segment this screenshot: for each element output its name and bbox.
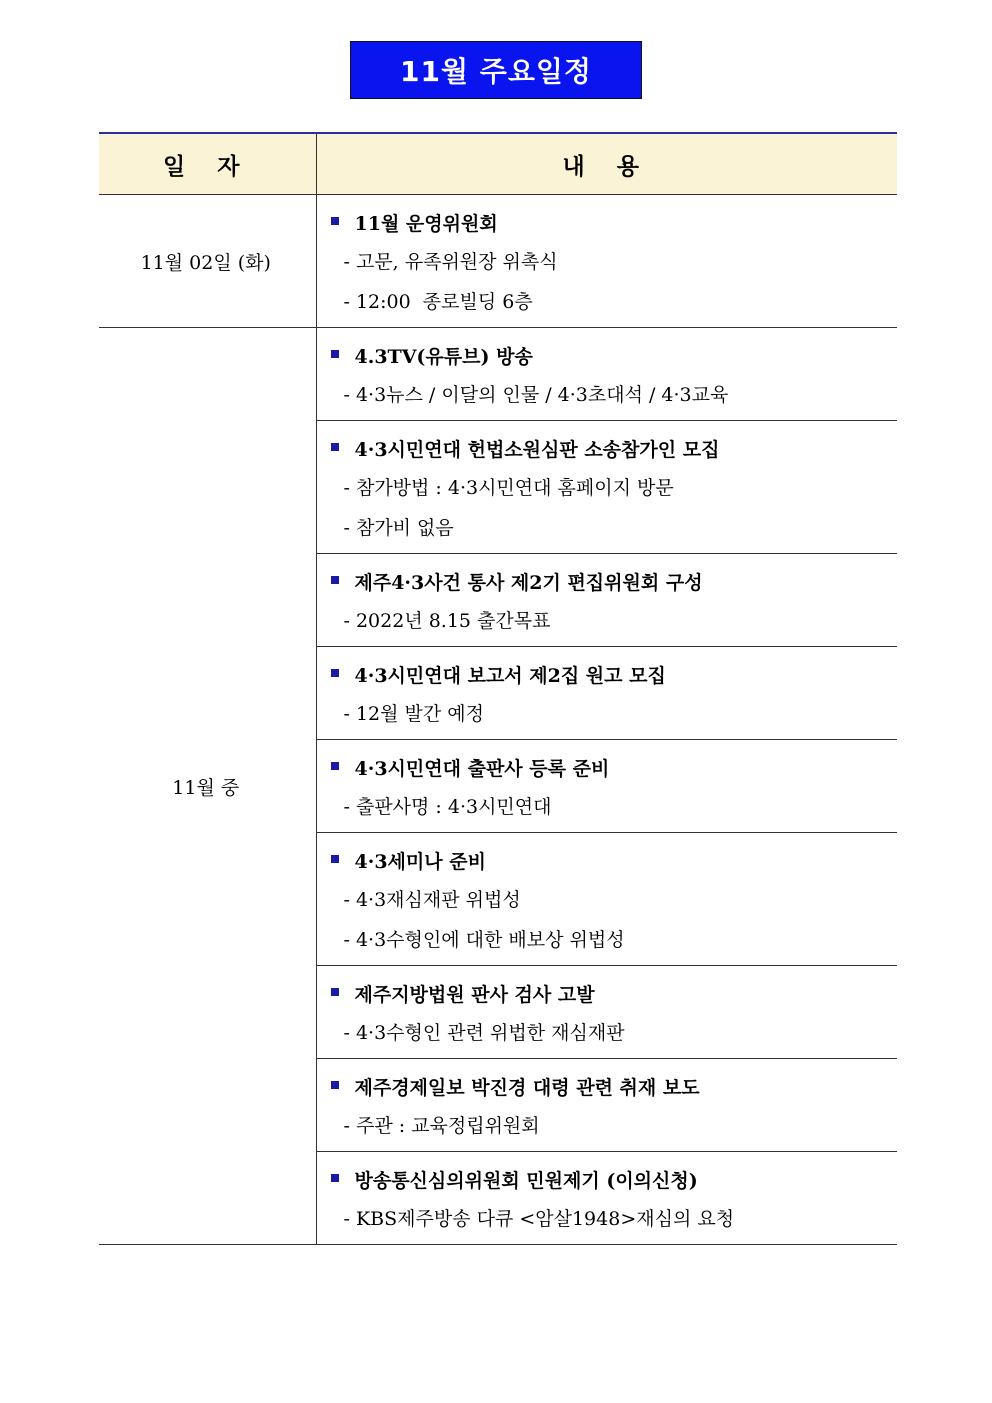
item-detail: - 출판사명 : 4·3시민연대 xyxy=(343,796,552,818)
item-detail: - KBS제주방송 다큐 <암살1948>재심의 요청 xyxy=(343,1208,735,1230)
square-bullet-icon xyxy=(331,576,339,584)
content-cell xyxy=(316,1152,897,1245)
item-title xyxy=(331,1073,898,1100)
item-title xyxy=(331,1166,898,1193)
item-title xyxy=(331,754,898,781)
item-title xyxy=(331,980,898,1007)
square-bullet-icon xyxy=(331,988,339,996)
item-title xyxy=(331,435,898,462)
item-detail: - 참가방법 : 4·3시민연대 홈페이지 방문 xyxy=(343,477,674,499)
table-row xyxy=(99,328,897,421)
content-cell xyxy=(316,195,897,328)
item-detail: - 2022년 8.15 출간목표 xyxy=(343,610,551,632)
item-title xyxy=(331,661,898,688)
square-bullet-icon xyxy=(331,350,339,358)
content-cell xyxy=(316,740,897,833)
item-title-text: 4·3시민연대 출판사 등록 준비 xyxy=(354,758,610,780)
content-cell xyxy=(316,554,897,647)
date-cell: 11월 중 xyxy=(99,328,316,1245)
item-detail: - 4·3수형인 관련 위법한 재심재판 xyxy=(343,1022,625,1044)
item-detail: - 4·3재심재판 위법성 xyxy=(343,889,521,911)
schedule-table xyxy=(99,132,897,1245)
item-title xyxy=(331,568,898,595)
page-title-box xyxy=(350,41,642,99)
item-detail: - 4·3뉴스 / 이달의 인물 / 4·3초대석 / 4·3교육 xyxy=(343,384,729,406)
square-bullet-icon xyxy=(331,669,339,677)
item-title-text: 4·3시민연대 헌법소원심판 소송참가인 모집 xyxy=(354,439,720,461)
content-cell xyxy=(316,421,897,554)
item-detail: - 고문, 유족위원장 위촉식 xyxy=(343,251,558,273)
item-detail: - 참가비 없음 xyxy=(343,517,454,539)
square-bullet-icon xyxy=(331,1081,339,1089)
square-bullet-icon xyxy=(331,855,339,863)
item-title xyxy=(331,847,898,874)
content-cell xyxy=(316,647,897,740)
item-title-text: 제주지방법원 판사 검사 고발 xyxy=(354,984,595,1006)
item-detail: - 4·3수형인에 대한 배보상 위법성 xyxy=(343,929,625,951)
content-column-header: 내 용 xyxy=(316,133,897,195)
item-detail: - 12:00 종로빌딩 6층 xyxy=(343,291,533,313)
date-column-header: 일 자 xyxy=(99,133,316,195)
square-bullet-icon xyxy=(331,443,339,451)
date-cell: 11월 02일 (화) xyxy=(99,195,316,328)
item-title-text: 4·3세미나 준비 xyxy=(354,851,486,873)
item-title-text: 11월 운영위원회 xyxy=(354,213,498,235)
content-cell xyxy=(316,1059,897,1152)
item-title-text: 4.3TV(유튜브) 방송 xyxy=(354,346,533,368)
item-title-text: 제주경제일보 박진경 대령 관련 취재 보도 xyxy=(354,1077,700,1099)
item-title-text: 제주4·3사건 통사 제2기 편집위원회 구성 xyxy=(354,572,703,594)
square-bullet-icon xyxy=(331,1174,339,1182)
square-bullet-icon xyxy=(331,217,339,225)
content-cell xyxy=(316,966,897,1059)
item-detail: - 주관 : 교육정립위원회 xyxy=(343,1115,540,1137)
table-header-row xyxy=(99,133,897,195)
content-cell xyxy=(316,328,897,421)
content-cell xyxy=(316,833,897,966)
item-title-text: 방송통신심의위원회 민원제기 (이의신청) xyxy=(354,1170,698,1192)
square-bullet-icon xyxy=(331,762,339,770)
item-detail: - 12월 발간 예정 xyxy=(343,703,484,725)
item-title xyxy=(331,342,898,369)
page-title: 11월 주요일정 xyxy=(400,55,592,88)
item-title xyxy=(331,209,898,236)
table-row xyxy=(99,195,897,328)
item-title-text: 4·3시민연대 보고서 제2집 원고 모집 xyxy=(354,665,666,687)
